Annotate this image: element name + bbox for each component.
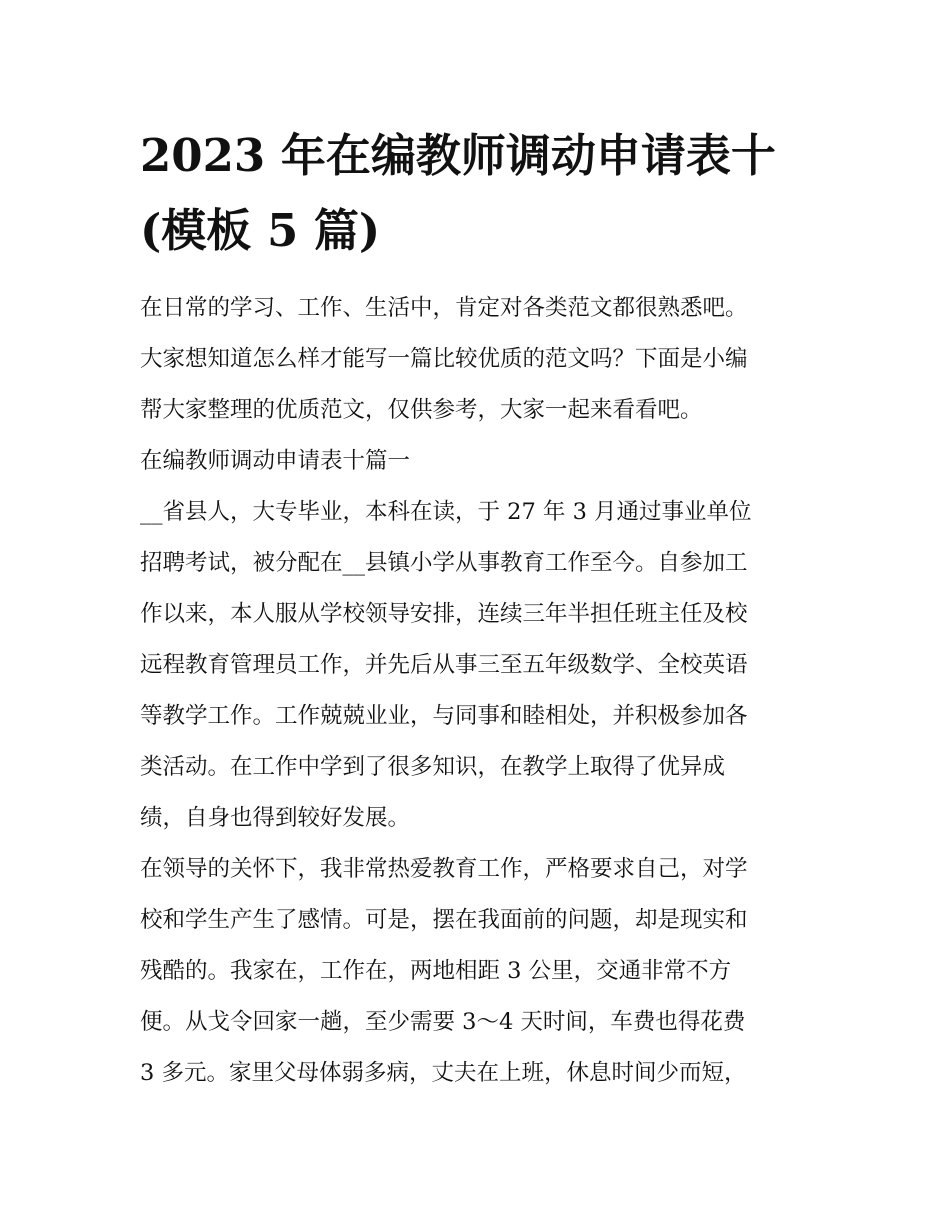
body-line: 残酷的。我家在，工作在，两地相距 3 公里，交通非常不方 bbox=[140, 958, 732, 984]
section-heading: 在编教师调动申请表十篇一 bbox=[140, 448, 411, 474]
body-line: 等教学工作。工作兢兢业业，与同事和睦相处，并积极参加各 bbox=[140, 703, 748, 729]
body-line: 大家想知道怎么样才能写一篇比较优质的范文吗？下面是小编 bbox=[140, 346, 748, 372]
body-line: 校和学生产生了感情。可是，摆在我面前的问题，却是现实和 bbox=[140, 907, 748, 933]
body-line: 作以来，本人服从学校领导安排，连续三年半担任班主任及校 bbox=[140, 601, 748, 627]
title-line-2: (模板 5 篇) bbox=[140, 204, 381, 257]
body-line: 绩，自身也得到较好发展。 bbox=[140, 805, 411, 831]
document-page bbox=[140, 118, 820, 1099]
body-line: __省县人，大专毕业，本科在读，于 27 年 3 月通过事业单位 bbox=[140, 499, 752, 525]
body-line: 便。从戈令回家一趟，至少需要 3～4 天时间，车费也得花费 bbox=[140, 1009, 746, 1035]
document-title bbox=[140, 118, 820, 268]
body-line: 招聘考试，被分配在__县镇小学从事教育工作至今。自参加工 bbox=[140, 550, 748, 576]
title-line-1: 2023 年在编教师调动申请表十 bbox=[140, 129, 776, 182]
body-line: 类活动。在工作中学到了很多知识，在教学上取得了优异成 bbox=[140, 754, 726, 780]
body-line: 3 多元。家里父母体弱多病，丈夫在上班，休息时间少而短， bbox=[140, 1060, 747, 1086]
body-line: 帮大家整理的优质范文，仅供参考，大家一起来看看吧。 bbox=[140, 397, 703, 423]
body-line: 在日常的学习、工作、生活中，肯定对各类范文都很熟悉吧。 bbox=[140, 295, 748, 321]
document-body bbox=[140, 283, 820, 1099]
body-line: 在领导的关怀下，我非常热爱教育工作，严格要求自己，对学 bbox=[140, 856, 748, 882]
body-line: 远程教育管理员工作，并先后从事三至五年级数学、全校英语 bbox=[140, 652, 748, 678]
